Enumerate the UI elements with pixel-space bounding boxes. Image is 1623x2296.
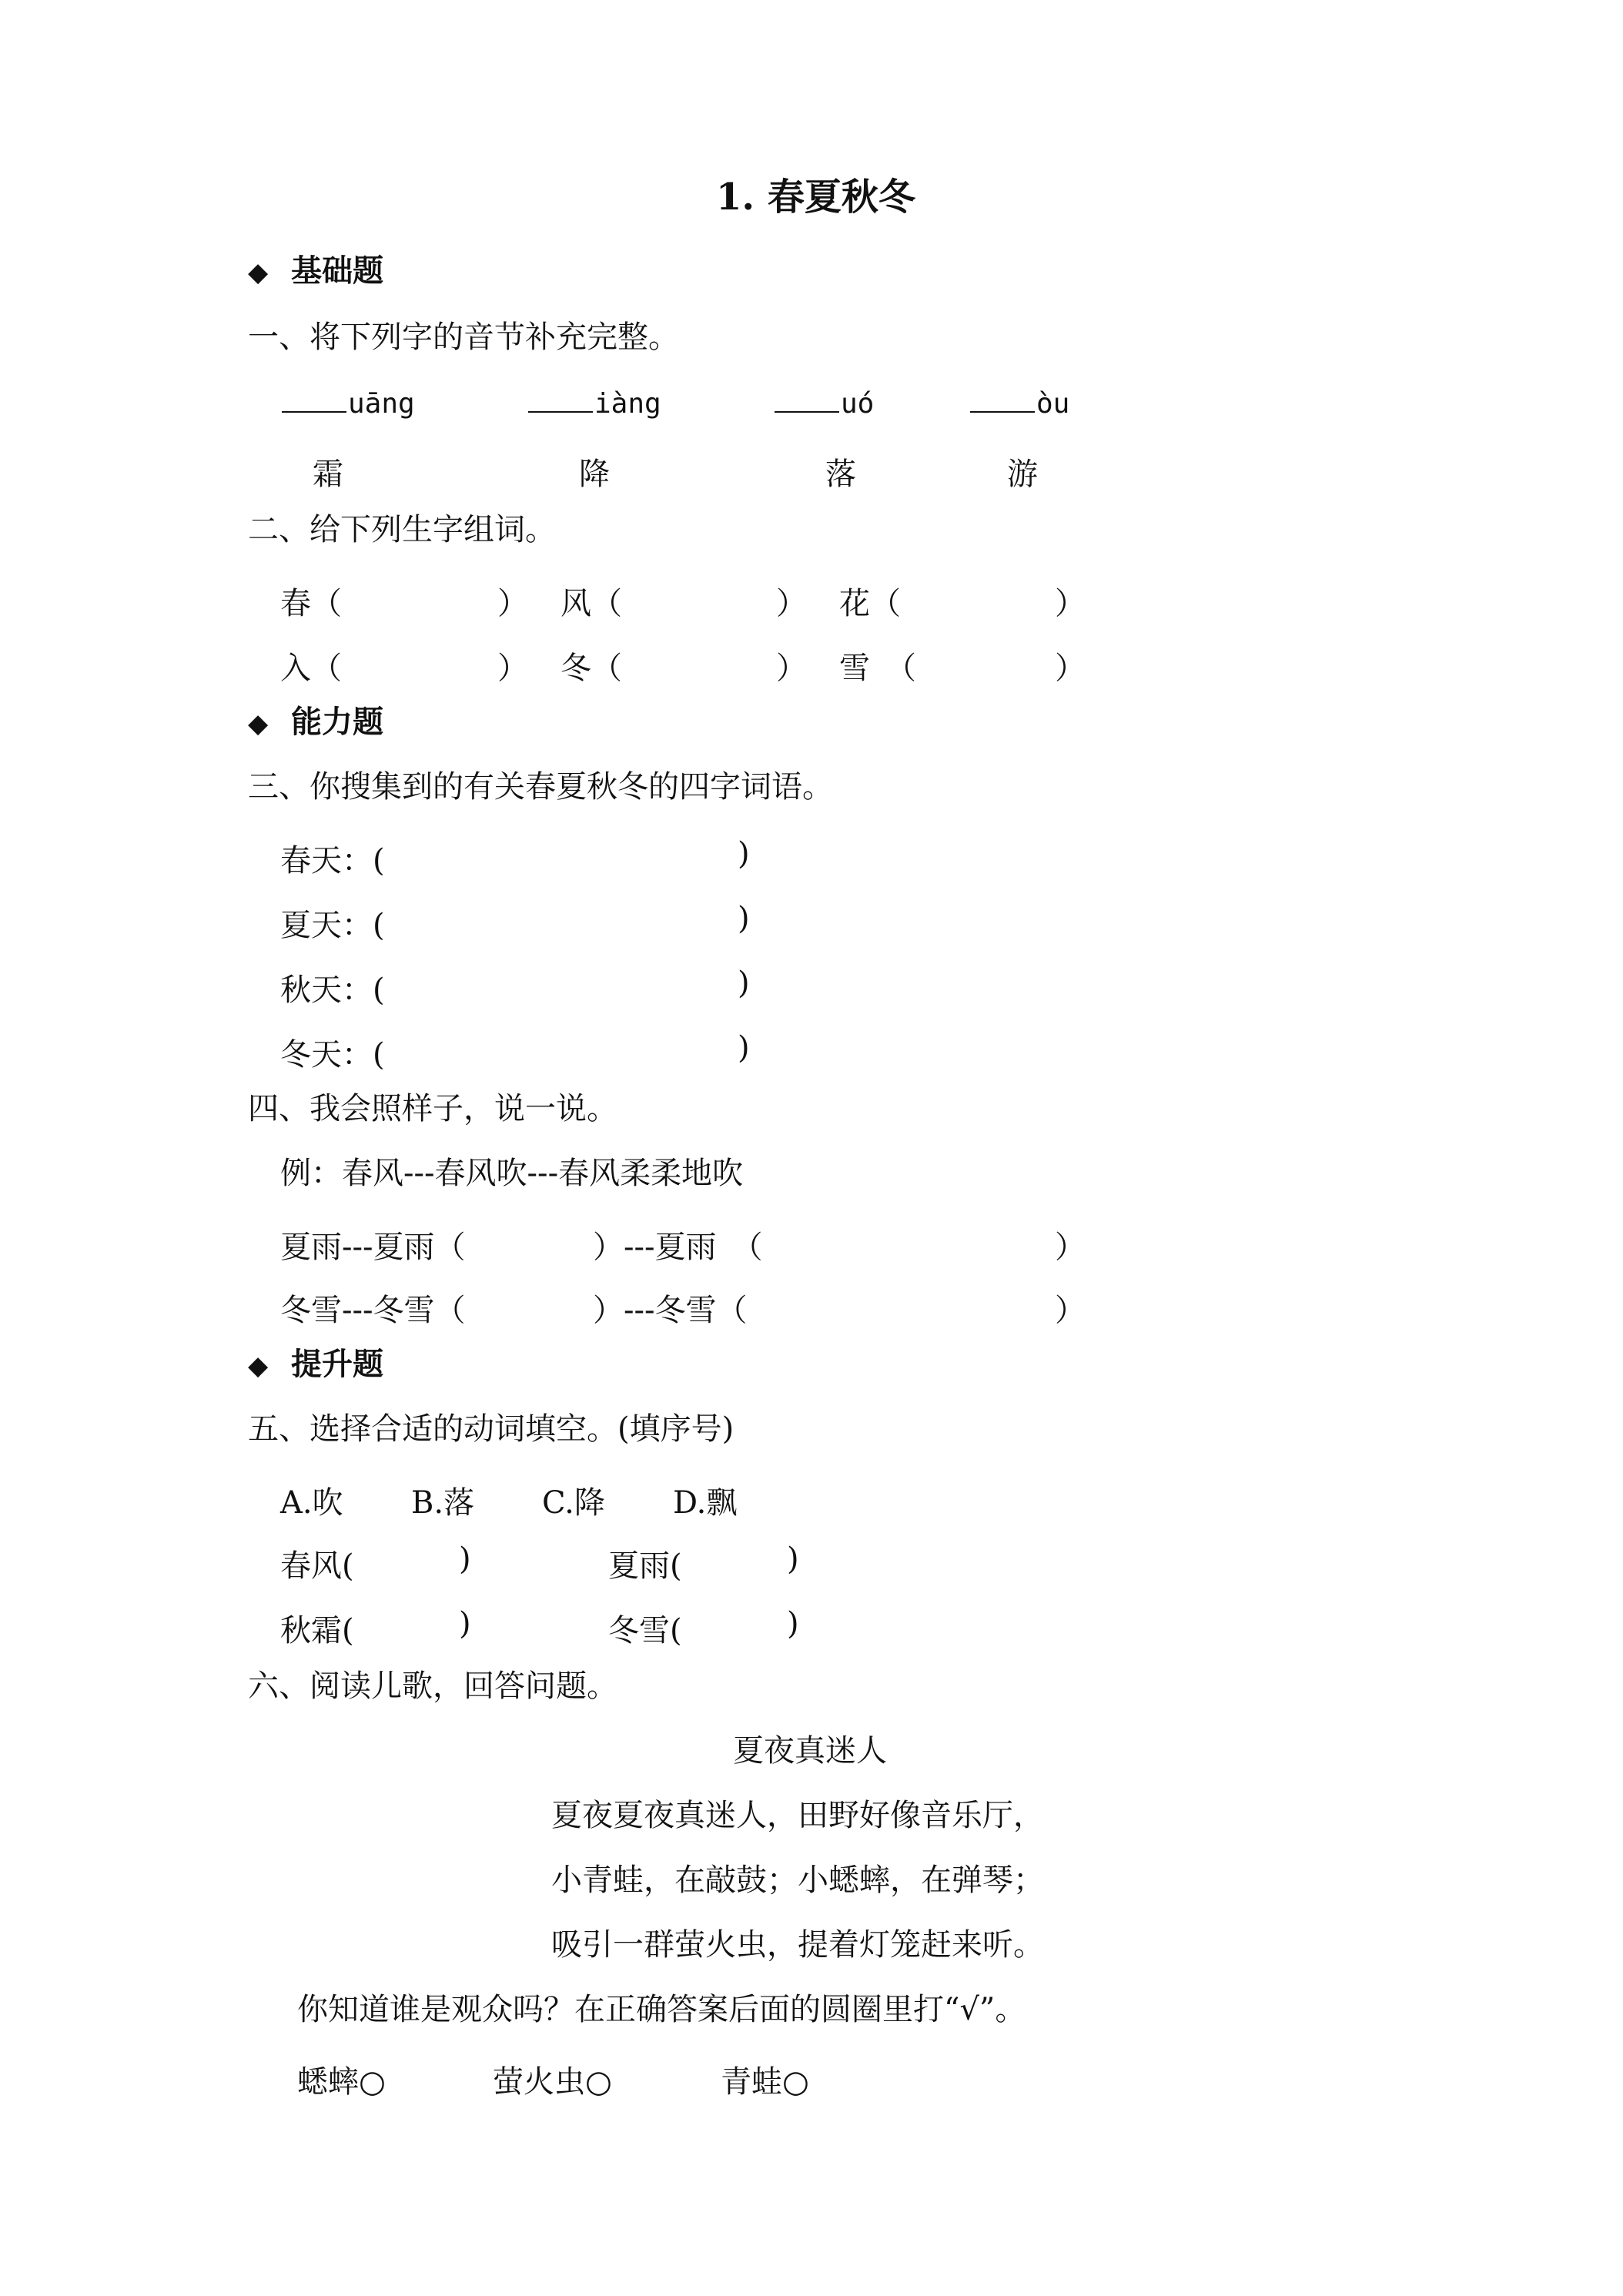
season-phrase-summer[interactable]: 夏天：( <box>280 908 385 943</box>
season-phrase-spring[interactable]: 春天：( <box>280 843 385 879</box>
verb-option-d: D.飘 <box>673 1485 738 1521</box>
expand-phrase-close: ） <box>1055 1293 1086 1328</box>
verb-fill-blank[interactable]: 冬雪( <box>608 1613 682 1648</box>
answer-choice-firefly[interactable]: 萤火虫○ <box>493 2064 612 2100</box>
verb-fill-close: ) <box>787 1541 799 1577</box>
word-blank-open[interactable]: 冬（ <box>561 651 622 686</box>
character: 降 <box>579 457 610 492</box>
word-blank-close: ） <box>776 651 807 686</box>
season-phrase-close: ) <box>738 901 750 936</box>
character: 落 <box>825 457 856 492</box>
poem-title: 夏夜真迷人 <box>733 1733 887 1769</box>
season-phrase-autumn[interactable]: 秋天：( <box>280 972 385 1008</box>
word-blank-open[interactable]: 花（ <box>839 586 901 621</box>
word-blank-close: ） <box>497 586 528 621</box>
word-blank-close: ） <box>497 651 528 686</box>
section-heading-ability <box>248 704 383 740</box>
section-label: 基础题 <box>291 253 383 289</box>
poem-line: 吸引一群萤火虫，提着灯笼赶来听。 <box>551 1927 1044 1963</box>
question-2-prompt: 二、给下列生字组词。 <box>248 512 556 547</box>
expand-phrase-part[interactable]: 冬雪---冬雪（ <box>280 1293 466 1328</box>
word-blank-open[interactable]: 雪 （ <box>839 651 916 686</box>
word-blank-open[interactable]: 春（ <box>280 586 342 621</box>
word-blank-open[interactable]: 入（ <box>280 651 342 686</box>
season-phrase-close: ) <box>738 966 750 1001</box>
example-sentence: 例：春风---春风吹---春风柔柔地吹 <box>280 1156 744 1191</box>
season-phrase-close: ) <box>738 1030 750 1066</box>
verb-fill-blank[interactable]: 春风( <box>280 1548 354 1584</box>
question-4-prompt: 四、我会照样子，说一说。 <box>248 1091 617 1126</box>
expand-phrase-part[interactable]: 夏雨---夏雨（ <box>280 1230 466 1265</box>
pinyin-blank-4[interactable]: òu <box>970 385 1069 420</box>
pinyin-blank-3[interactable]: uó <box>775 385 874 420</box>
verb-fill-close: ) <box>787 1606 799 1642</box>
season-phrase-winter[interactable]: 冬天：( <box>280 1037 385 1073</box>
diamond-bullet-icon: ◆ <box>248 1350 269 1381</box>
expand-phrase-part[interactable]: ）---冬雪（ <box>593 1293 748 1328</box>
expand-phrase-part[interactable]: ）---夏雨 （ <box>593 1230 763 1265</box>
expand-phrase-close: ） <box>1055 1230 1086 1265</box>
section-heading-advanced <box>248 1346 383 1382</box>
verb-option-a: A.吹 <box>280 1485 343 1521</box>
verb-option-c: C.降 <box>542 1485 605 1521</box>
word-blank-open[interactable]: 风（ <box>561 586 622 621</box>
poem-question: 你知道谁是观众吗？在正确答案后面的圆圈里打“√”。 <box>297 1992 1026 2027</box>
page-title: 1. 春夏秋冬 <box>716 176 915 219</box>
pinyin-blank-2[interactable]: iàng <box>528 385 661 420</box>
word-blank-close: ） <box>1055 586 1086 621</box>
word-blank-close: ） <box>1055 651 1086 686</box>
character: 游 <box>1007 457 1038 492</box>
question-5-prompt: 五、选择合适的动词填空。(填序号) <box>248 1411 735 1447</box>
character: 霜 <box>313 457 343 492</box>
section-heading-basic <box>248 253 383 289</box>
diamond-bullet-icon: ◆ <box>248 708 269 739</box>
poem-line: 夏夜夏夜真迷人，田野好像音乐厅， <box>551 1798 1044 1833</box>
section-label: 能力题 <box>291 704 383 740</box>
verb-fill-close: ) <box>459 1606 471 1642</box>
verb-fill-blank[interactable]: 秋霜( <box>280 1613 354 1648</box>
diamond-bullet-icon: ◆ <box>248 257 269 288</box>
question-6-prompt: 六、阅读儿歌，回答问题。 <box>248 1668 617 1704</box>
answer-choice-cricket[interactable]: 蟋蟀○ <box>297 2064 386 2100</box>
section-label: 提升题 <box>291 1346 383 1382</box>
pinyin-blank-1[interactable]: uāng <box>282 385 415 420</box>
question-3-prompt: 三、你搜集到的有关春夏秋冬的四字词语。 <box>248 769 833 805</box>
verb-fill-blank[interactable]: 夏雨( <box>608 1548 682 1584</box>
verb-option-b: B.落 <box>411 1485 475 1521</box>
word-blank-close: ） <box>776 586 807 621</box>
answer-choice-frog[interactable]: 青蛙○ <box>721 2064 809 2100</box>
season-phrase-close: ) <box>738 836 750 872</box>
poem-line: 小青蛙，在敲鼓；小蟋蟀，在弹琴； <box>551 1863 1044 1898</box>
verb-fill-close: ) <box>459 1541 471 1577</box>
question-1-prompt: 一、将下列字的音节补充完整。 <box>248 320 679 355</box>
